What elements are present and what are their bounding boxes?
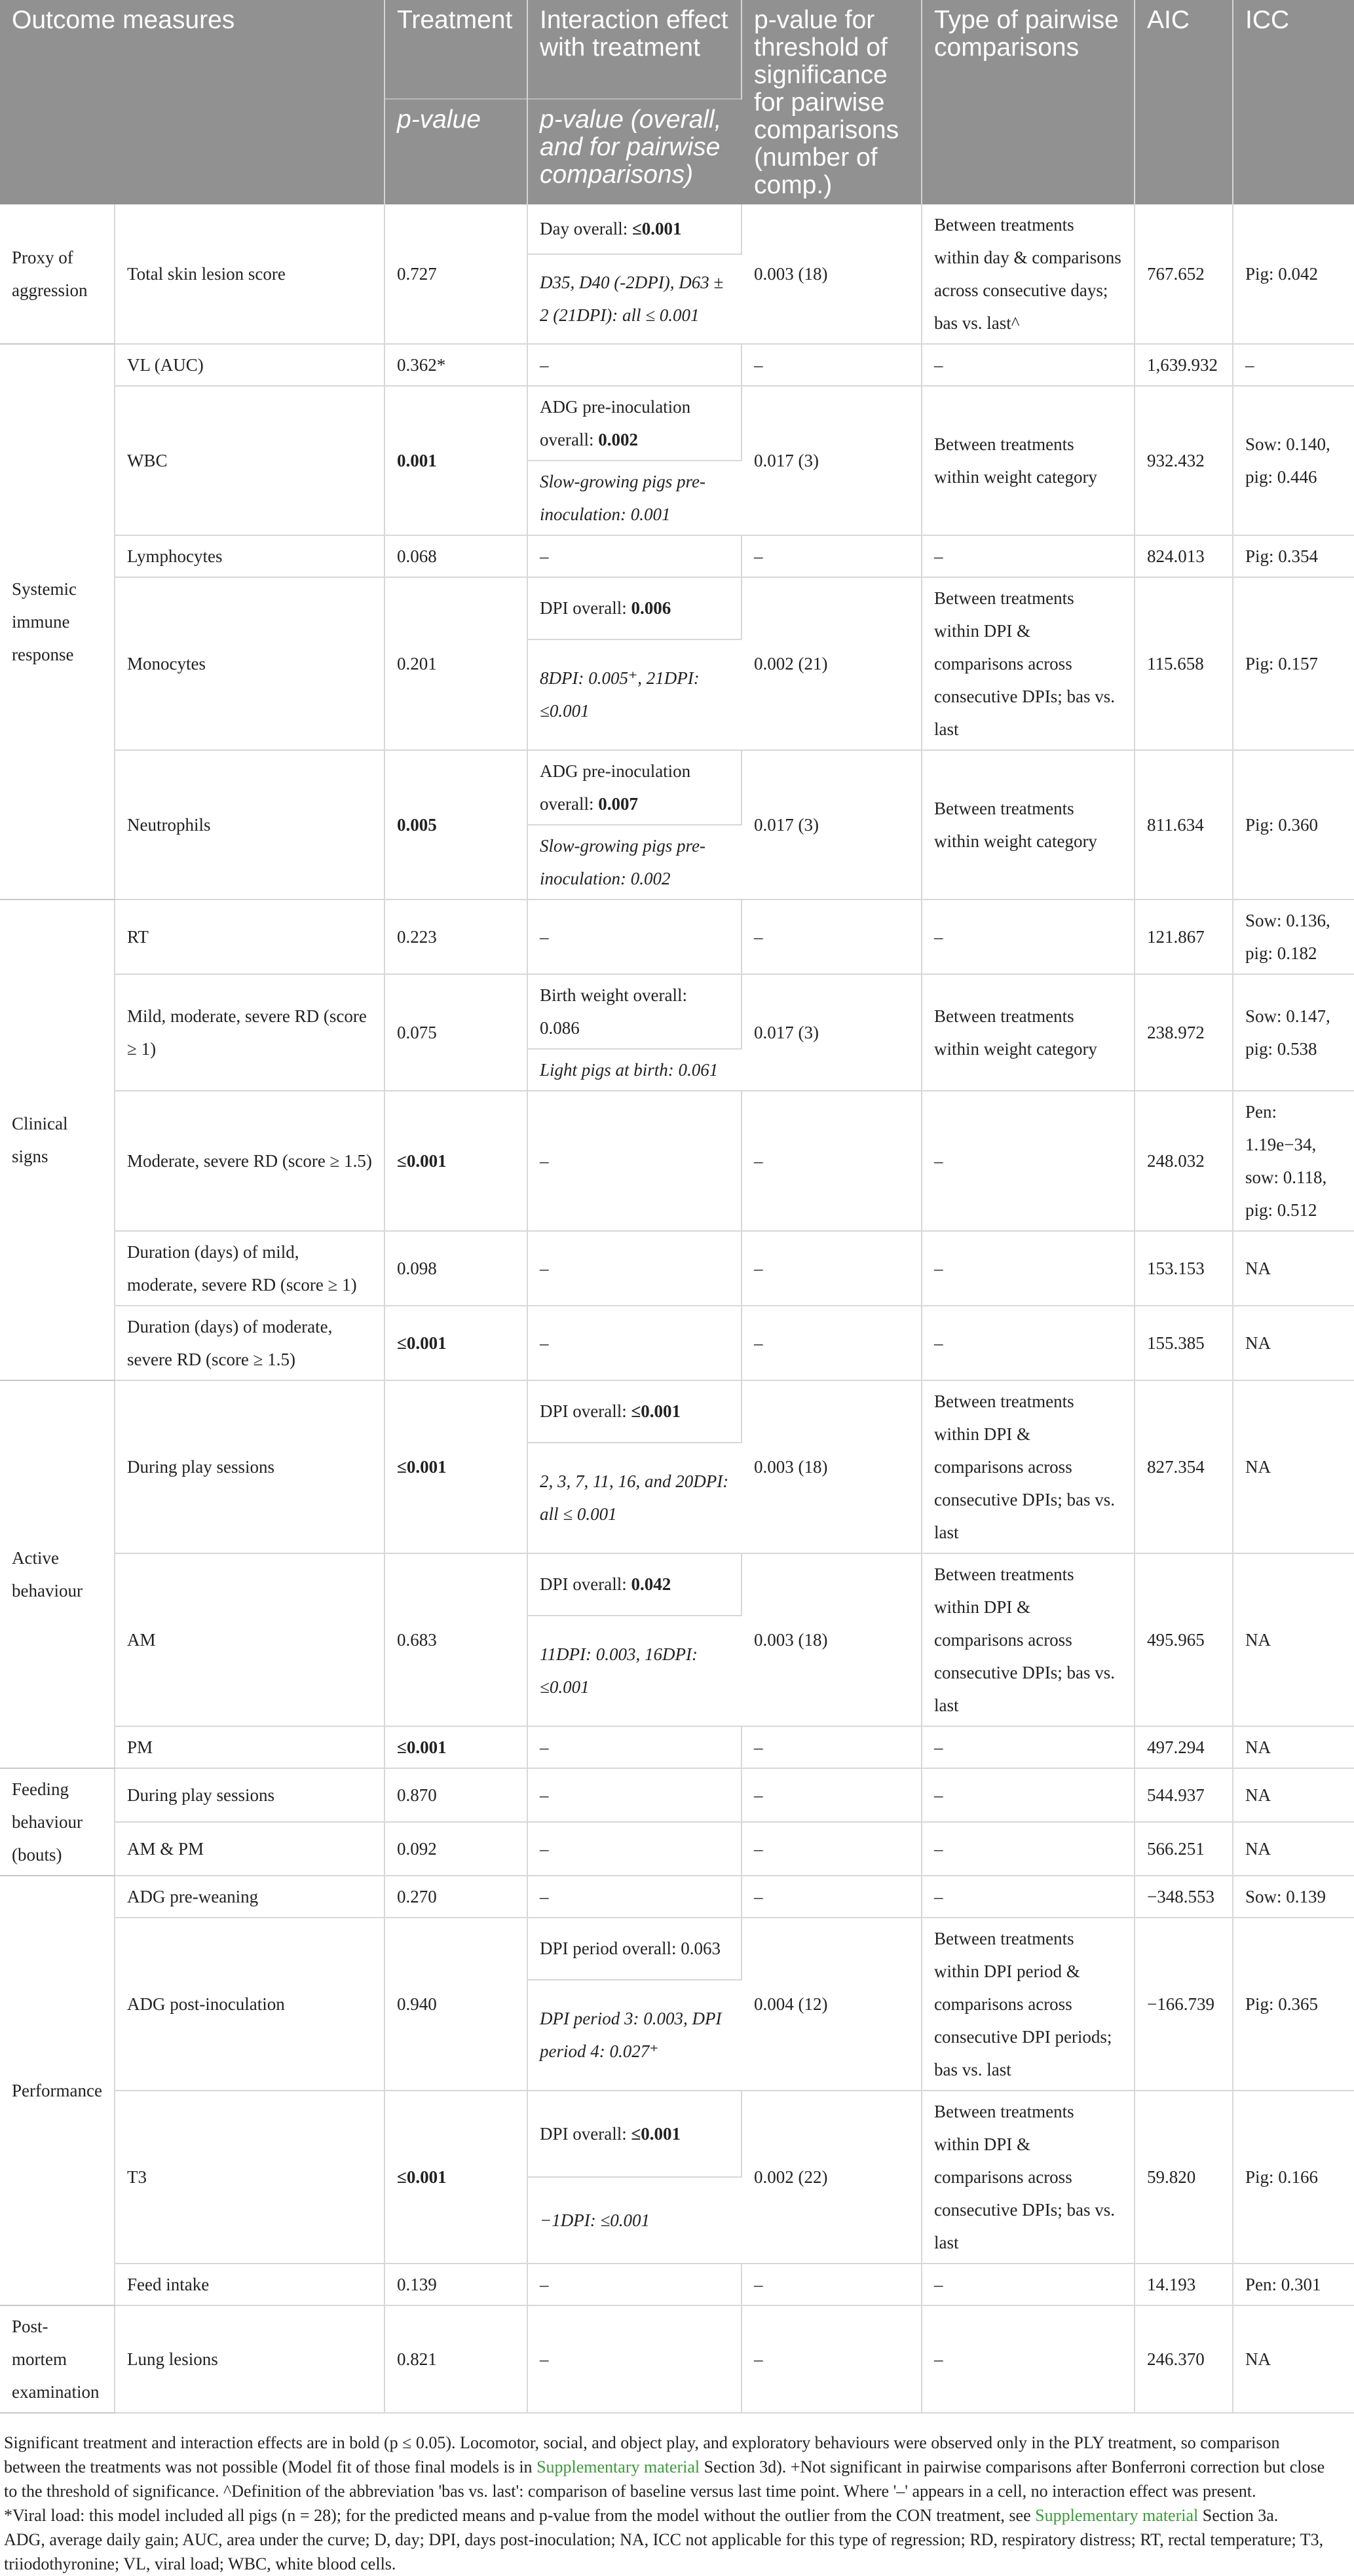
- treatment-pvalue: ≤0.001: [385, 1306, 527, 1380]
- treatment-pvalue: 0.075: [385, 974, 527, 1091]
- aic-value: −166.739: [1135, 1918, 1233, 2091]
- treatment-pvalue: 0.068: [385, 535, 527, 577]
- interaction-overall: [527, 577, 742, 639]
- outcome-measure: During play sessions: [115, 1380, 385, 1553]
- icc-value: NA: [1233, 1380, 1354, 1553]
- interaction-overall: [527, 1768, 742, 1822]
- comparison-type: Between treatments within DPI & comparisons across consecutive DPIs; bas vs. last: [922, 2091, 1135, 2263]
- treatment-pvalue: 0.270: [385, 1876, 527, 1918]
- table-row: [0, 1876, 1354, 1918]
- icc-value: Pig: 0.166: [1233, 2091, 1354, 2263]
- table-row: [0, 2305, 1354, 2413]
- aic-value: 248.032: [1135, 1091, 1233, 1231]
- interaction-text: –: [540, 1887, 549, 1906]
- header-aic: AIC: [1135, 0, 1233, 204]
- icc-value: Pig: 0.360: [1233, 750, 1354, 900]
- interaction-pvalue: ≤0.001: [631, 1401, 681, 1422]
- threshold-value: –: [742, 1822, 922, 1876]
- table-row: [0, 1918, 1354, 1980]
- outcome-measure: RT: [115, 900, 385, 974]
- treatment-pvalue: 0.821: [385, 2305, 527, 2413]
- interaction-overall: [527, 1726, 742, 1768]
- header-interaction-pvalue: p-value (overall, and for pairwise comparisons): [527, 99, 742, 204]
- group-label: Systemic immune response: [0, 344, 115, 900]
- icc-value: Sow: 0.140, pig: 0.446: [1233, 386, 1354, 535]
- treatment-pvalue: ≤0.001: [385, 1726, 527, 1768]
- icc-value: NA: [1233, 1553, 1354, 1726]
- interaction-text: –: [540, 355, 549, 375]
- comparison-type: –: [922, 1306, 1135, 1380]
- interaction-text: –: [540, 2349, 549, 2369]
- outcome-measure: ADG pre-weaning: [115, 1876, 385, 1918]
- table-row: [0, 2091, 1354, 2177]
- aic-value: 811.634: [1135, 750, 1233, 900]
- treatment-pvalue: 0.870: [385, 1768, 527, 1822]
- footnote-significance: Significant treatment and interaction effects are in bold (p ≤ 0.05). Locomotor, social, and object play, and exploratory behaviours were observed only in the PLY treatment, so comparison between the treatments was not possible (Model fit of those final models is in Supplementary material Section 3d). +Not significant in pairwise comparisons after Bonferroni correction but close to the threshold of significance. ^Definition of the abbreviation 'bas vs. last': comparison of baseline versus last time point. Where '–' appears in a cell, no interaction effect was present.: [4, 2433, 1325, 2501]
- comparison-type: –: [922, 900, 1135, 974]
- table-row: [0, 1091, 1354, 1231]
- outcome-measure: Mild, moderate, severe RD (score ≥ 1): [115, 974, 385, 1091]
- footnote-viral-load: *Viral load: this model included all pigs (n = 28); for the predicted means and p-value from the model without the outlier from the CON treatment, see Supplementary material Section 3a.: [4, 2506, 1279, 2525]
- outcome-measure: Lymphocytes: [115, 535, 385, 577]
- threshold-value: 0.017 (3): [742, 386, 922, 535]
- interaction-pvalue: ≤0.001: [631, 219, 682, 239]
- comparison-type: Between treatments within day & comparisons across consecutive days; bas vs. last^: [922, 204, 1135, 344]
- interaction-overall: [527, 1380, 742, 1443]
- outcome-measure: Total skin lesion score: [115, 204, 385, 344]
- comparison-type: Between treatments within weight category: [922, 974, 1135, 1091]
- interaction-overall: [527, 2091, 742, 2177]
- treatment-pvalue: 0.223: [385, 900, 527, 974]
- aic-value: 238.972: [1135, 974, 1233, 1091]
- interaction-overall: [527, 750, 742, 825]
- outcome-measure: AM: [115, 1553, 385, 1726]
- icc-value: NA: [1233, 2305, 1354, 2413]
- group-label: Post-mortem examination: [0, 2305, 115, 2413]
- threshold-value: –: [742, 2305, 922, 2413]
- threshold-value: –: [742, 900, 922, 974]
- interaction-overall: [527, 1822, 742, 1876]
- interaction-pairwise: Slow-growing pigs pre-inoculation: 0.001: [527, 461, 742, 535]
- table-row: [0, 344, 1354, 386]
- icc-value: Pen: 0.301: [1233, 2263, 1354, 2305]
- aic-value: 1,639.932: [1135, 344, 1233, 386]
- header-icc: ICC: [1233, 0, 1354, 204]
- outcome-measure: Neutrophils: [115, 750, 385, 900]
- icc-value: Pig: 0.354: [1233, 535, 1354, 577]
- icc-value: Sow: 0.136, pig: 0.182: [1233, 900, 1354, 974]
- interaction-text: DPI overall:: [540, 598, 631, 618]
- table-row: [0, 2263, 1354, 2305]
- aic-value: 827.354: [1135, 1380, 1233, 1553]
- aic-value: 544.937: [1135, 1768, 1233, 1822]
- interaction-text: –: [540, 1151, 549, 1171]
- comparison-type: –: [922, 1726, 1135, 1768]
- interaction-overall: [527, 1091, 742, 1231]
- icc-value: Pig: 0.365: [1233, 1918, 1354, 2091]
- aic-value: 246.370: [1135, 2305, 1233, 2413]
- treatment-pvalue: 0.940: [385, 1918, 527, 2091]
- threshold-value: 0.002 (22): [742, 2091, 922, 2263]
- icc-value: Pen: 1.19e−34, sow: 0.118, pig: 0.512: [1233, 1091, 1354, 1231]
- interaction-text: –: [540, 546, 549, 566]
- outcome-measure: PM: [115, 1726, 385, 1768]
- threshold-value: –: [742, 344, 922, 386]
- interaction-pvalue: 0.006: [631, 598, 671, 618]
- interaction-overall: [527, 344, 742, 386]
- interaction-overall: [527, 1918, 742, 1980]
- aic-value: 121.867: [1135, 900, 1233, 974]
- interaction-pairwise: D35, D40 (-2DPI), D63 ± 2 (21DPI): all ≤ 0.001: [527, 254, 742, 344]
- outcome-measure: ADG post-inoculation: [115, 1918, 385, 2091]
- comparison-type: Between treatments within DPI & comparisons across consecutive DPIs; bas vs. last: [922, 1380, 1135, 1553]
- comparison-type: –: [922, 2263, 1135, 2305]
- treatment-pvalue: 0.005: [385, 750, 527, 900]
- group-label: Performance: [0, 1876, 115, 2305]
- outcome-measure: Feed intake: [115, 2263, 385, 2305]
- interaction-overall: [527, 974, 742, 1049]
- threshold-value: –: [742, 1231, 922, 1306]
- interaction-pairwise: 2, 3, 7, 11, 16, and 20DPI: all ≤ 0.001: [527, 1443, 742, 1553]
- interaction-text: –: [540, 2275, 549, 2294]
- group-label: Clinical signs: [0, 900, 115, 1380]
- header-interaction: Interaction effect with treatment: [527, 0, 742, 99]
- interaction-pvalue: 0.002: [598, 430, 638, 449]
- threshold-value: –: [742, 1726, 922, 1768]
- interaction-text: DPI overall:: [540, 2124, 631, 2144]
- table-row: [0, 204, 1354, 254]
- interaction-overall: [527, 1231, 742, 1306]
- interaction-text: Birth weight overall: 0.086: [540, 985, 687, 1038]
- interaction-pairwise: 8DPI: 0.005⁺, 21DPI: ≤0.001: [527, 639, 742, 750]
- threshold-value: –: [742, 1306, 922, 1380]
- interaction-overall: [527, 1876, 742, 1918]
- interaction-text: Day overall:: [540, 219, 632, 239]
- header-treatment-pvalue: p-value: [385, 99, 527, 204]
- interaction-overall: [527, 2305, 742, 2413]
- aic-value: 495.965: [1135, 1553, 1233, 1726]
- comparison-type: –: [922, 535, 1135, 577]
- outcome-measure: T3: [115, 2091, 385, 2263]
- threshold-value: 0.017 (3): [742, 750, 922, 900]
- supplementary-link[interactable]: Supplementary material: [536, 2457, 700, 2476]
- header-outcome-measures: Outcome measures: [0, 0, 385, 204]
- threshold-value: 0.003 (18): [742, 204, 922, 344]
- treatment-pvalue: 0.201: [385, 577, 527, 750]
- threshold-value: –: [742, 535, 922, 577]
- table-row: [0, 750, 1354, 825]
- comparison-type: –: [922, 1822, 1135, 1876]
- interaction-pairwise: Light pigs at birth: 0.061: [527, 1049, 742, 1091]
- comparison-type: Between treatments within weight category: [922, 386, 1135, 535]
- table-row: [0, 1231, 1354, 1306]
- threshold-value: 0.004 (12): [742, 1918, 922, 2091]
- comparison-type: –: [922, 344, 1135, 386]
- threshold-value: 0.003 (18): [742, 1380, 922, 1553]
- table-row: [0, 1768, 1354, 1822]
- icc-value: NA: [1233, 1822, 1354, 1876]
- interaction-text: –: [540, 927, 549, 947]
- interaction-overall: [527, 900, 742, 974]
- comparison-type: –: [922, 1231, 1135, 1306]
- aic-value: −348.553: [1135, 1876, 1233, 1918]
- interaction-pairwise: DPI period 3: 0.003, DPI period 4: 0.027⁺: [527, 1980, 742, 2091]
- interaction-text: DPI period overall: 0.063: [540, 1939, 721, 1959]
- interaction-pairwise: −1DPI: ≤0.001: [527, 2177, 742, 2263]
- aic-value: 59.820: [1135, 2091, 1233, 2263]
- outcome-measure: Monocytes: [115, 577, 385, 750]
- table-row: [0, 1553, 1354, 1616]
- group-label: Proxy of aggression: [0, 204, 115, 344]
- aic-value: 824.013: [1135, 535, 1233, 577]
- table-row: [0, 577, 1354, 639]
- comparison-type: Between treatments within weight category: [922, 750, 1135, 900]
- icc-value: NA: [1233, 1726, 1354, 1768]
- aic-value: 115.658: [1135, 577, 1233, 750]
- interaction-overall: [527, 2263, 742, 2305]
- aic-value: 767.652: [1135, 204, 1233, 344]
- icc-value: NA: [1233, 1768, 1354, 1822]
- threshold-value: 0.017 (3): [742, 974, 922, 1091]
- outcome-measure: VL (AUC): [115, 344, 385, 386]
- outcome-measure: Lung lesions: [115, 2305, 385, 2413]
- interaction-pairwise: Slow-growing pigs pre-inoculation: 0.002: [527, 825, 742, 900]
- interaction-overall: [527, 1306, 742, 1380]
- interaction-text: DPI overall:: [540, 1401, 631, 1422]
- table-row: [0, 1306, 1354, 1380]
- comparison-type: Between treatments within DPI & comparisons across consecutive DPIs; bas vs. last: [922, 1553, 1135, 1726]
- interaction-text: –: [540, 1785, 549, 1805]
- group-label: Active behaviour: [0, 1380, 115, 1768]
- aic-value: 14.193: [1135, 2263, 1233, 2305]
- interaction-text: –: [540, 1333, 549, 1353]
- icc-value: NA: [1233, 1306, 1354, 1380]
- comparison-type: Between treatments within DPI period & comparisons across consecutive DPI periods; bas vs. last: [922, 1918, 1135, 2091]
- aic-value: 932.432: [1135, 386, 1233, 535]
- aic-value: 155.385: [1135, 1306, 1233, 1380]
- icc-value: Pig: 0.042: [1233, 204, 1354, 344]
- interaction-text: –: [540, 1839, 549, 1859]
- interaction-overall: [527, 535, 742, 577]
- interaction-pvalue: ≤0.001: [631, 2124, 681, 2144]
- aic-value: 153.153: [1135, 1231, 1233, 1306]
- table-row: [0, 1380, 1354, 1443]
- comparison-type: Between treatments within DPI & comparisons across consecutive DPIs; bas vs. last: [922, 577, 1135, 750]
- threshold-value: –: [742, 2263, 922, 2305]
- interaction-overall: [527, 1553, 742, 1616]
- header-threshold: p-value for threshold of significance for pairwise comparisons (number of comp.): [742, 0, 922, 204]
- table-header: [0, 0, 1354, 204]
- interaction-overall: [527, 386, 742, 461]
- threshold-value: –: [742, 1091, 922, 1231]
- outcome-measure: Duration (days) of moderate, severe RD (score ≥ 1.5): [115, 1306, 385, 1380]
- supplementary-link[interactable]: Supplementary material: [1035, 2506, 1199, 2525]
- table-row: [0, 974, 1354, 1049]
- interaction-text: ADG pre-inoculation overall:: [540, 761, 691, 814]
- threshold-value: 0.002 (21): [742, 577, 922, 750]
- outcome-measure: Duration (days) of mild, moderate, severe RD (score ≥ 1): [115, 1231, 385, 1306]
- outcome-measure: WBC: [115, 386, 385, 535]
- comparison-type: –: [922, 1876, 1135, 1918]
- treatment-pvalue: 0.362*: [385, 344, 527, 386]
- table-row: [0, 535, 1354, 577]
- interaction-text: ADG pre-inoculation overall:: [540, 397, 691, 449]
- table-row: [0, 386, 1354, 461]
- treatment-pvalue: 0.139: [385, 2263, 527, 2305]
- aic-value: 497.294: [1135, 1726, 1233, 1768]
- treatment-pvalue: 0.683: [385, 1553, 527, 1726]
- icc-value: –: [1233, 344, 1354, 386]
- comparison-type: –: [922, 1091, 1135, 1231]
- table-body: [0, 204, 1354, 2413]
- header-treatment: Treatment: [385, 0, 527, 99]
- treatment-pvalue: ≤0.001: [385, 1091, 527, 1231]
- icc-value: Sow: 0.139: [1233, 1876, 1354, 1918]
- group-label: Feeding behaviour (bouts): [0, 1768, 115, 1876]
- treatment-pvalue: 0.727: [385, 204, 527, 344]
- icc-value: NA: [1233, 1231, 1354, 1306]
- outcome-measure: During play sessions: [115, 1768, 385, 1822]
- interaction-text: DPI overall:: [540, 1574, 631, 1595]
- header-comparison-type: Type of pairwise comparisons: [922, 0, 1135, 204]
- aic-value: 566.251: [1135, 1822, 1233, 1876]
- threshold-value: 0.003 (18): [742, 1553, 922, 1726]
- threshold-value: –: [742, 1768, 922, 1822]
- outcome-measure: Moderate, severe RD (score ≥ 1.5): [115, 1091, 385, 1231]
- table-row: [0, 1726, 1354, 1768]
- interaction-text: –: [540, 1737, 549, 1757]
- treatment-pvalue: 0.001: [385, 386, 527, 535]
- table-footnotes: [0, 2431, 1340, 2576]
- table-row: [0, 1822, 1354, 1876]
- interaction-overall: [527, 204, 742, 254]
- treatment-pvalue: 0.092: [385, 1822, 527, 1876]
- treatment-pvalue: 0.098: [385, 1231, 527, 1306]
- interaction-text: –: [540, 1259, 549, 1278]
- icc-value: Sow: 0.147, pig: 0.538: [1233, 974, 1354, 1091]
- outcome-measure: AM & PM: [115, 1822, 385, 1876]
- interaction-pvalue: 0.042: [631, 1574, 671, 1595]
- interaction-pairwise: 11DPI: 0.003, 16DPI: ≤0.001: [527, 1616, 742, 1726]
- threshold-value: –: [742, 1876, 922, 1918]
- treatment-pvalue: ≤0.001: [385, 1380, 527, 1553]
- comparison-type: –: [922, 2305, 1135, 2413]
- footnote-abbreviations: ADG, average daily gain; AUC, area under the curve; D, day; DPI, days post-inoculation; NA, ICC not applicable for this type of regression; RD, respiratory distress; RT, rectal temperature; T3, triiodothyronine; VL, viral load; WBC, white blood cells.: [4, 2530, 1324, 2573]
- treatment-pvalue: ≤0.001: [385, 2091, 527, 2263]
- table-row: [0, 900, 1354, 974]
- comparison-type: –: [922, 1768, 1135, 1822]
- icc-value: Pig: 0.157: [1233, 577, 1354, 750]
- interaction-pvalue: 0.007: [598, 794, 638, 814]
